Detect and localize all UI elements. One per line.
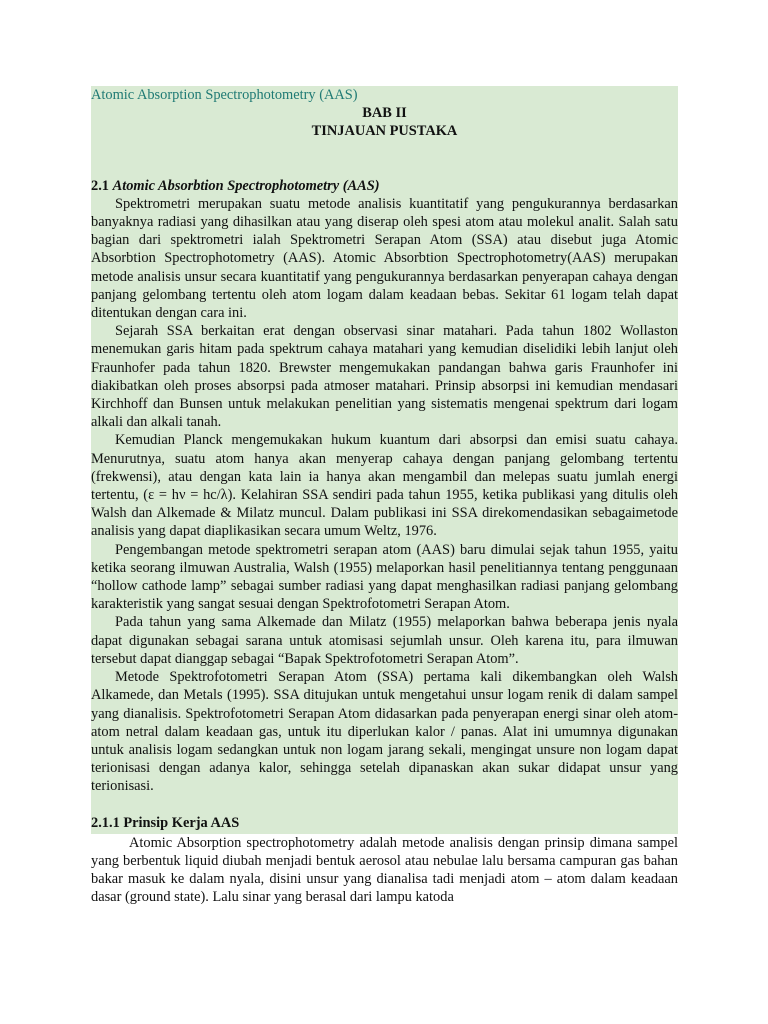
chapter-title: TINJAUAN PUSTAKA: [311, 123, 458, 140]
paragraph-spektrometri: Spektrometri merupakan suatu metode analisis kuantitatif yang pengukurannya berdasarkan banyaknya radiasi yang dihasilkan atau yang diserap oleh spesi atom atau molekul analit. Salah satu bagian dari spektrometri ialah Spektrometri Serapan Atom (SSA) atau disebut juga Atomic Absorbtion Spectrophotometry (AAS). Atomic Absorbtion Spectrophotometry(AAS) merupakan metode analisis unsur secara kuantitatif yang pengukurannya berdasarkan penyerapan cahaya dengan panjang gelombang tertentu oleh atom logam dalam keadaan bebas. Sekitar 61 logam telah dapat ditentukan dengan cara ini.: [91, 195, 678, 322]
paragraph-alkemade: Pada tahun yang sama Alkemade dan Milatz (1955) melaporkan bahwa beberapa jenis nyala dapat digunakan sebagai sarana untuk atomisasi sejumlah unsur. Oleh karena itu, para ilmuwan tersebut dapat dianggap sebagai “Bapak Spektrofotometri Serapan Atom”.: [91, 614, 678, 667]
document-top-title: Atomic Absorption Spectrophotometry (AAS): [91, 87, 358, 103]
section-2-1-heading: [91, 177, 678, 195]
document-page: [91, 86, 678, 907]
paragraph-prinsip-kerja: Atomic Absorption spectrophotometry adalah metode analisis dengan prinsip dimana sampel yang berbentuk liquid diubah menjadi bentuk aerosol atau nebulae lalu bersama campuran gas bahan bakar masuk ke dalam nyala, disini unsur yang dianalisa tadi menjadi atom – atom dalam keadaan dasar (ground state). Lalu sinar yang berasal dari lampu katoda: [91, 834, 678, 906]
section-number: 2.1: [91, 177, 109, 194]
paragraph-planck: Kemudian Planck mengemukakan hukum kuantum dari absorpsi dan emisi suatu cahaya. Menurutnya, suatu atom hanya akan menyerap cahaya dengan panjang gelombang tertentu (frekwensi), atau dengan kata lain ia hanya akan mengambil dan melepas suatu jumlah energi tertentu, (ε = hν = hc/λ). Kelahiran SSA sendiri pada tahun 1955, ketika publikasi yang ditulis oleh Walsh dan Alkemade & Milatz muncul. Dalam publikasi ini SSA direkomendasikan sebagaimetode analisis yang dapat diaplikasikan secara umum Weltz, 1976.: [91, 432, 678, 540]
paragraph-sejarah: Sejarah SSA berkaitan erat dengan observasi sinar matahari. Pada tahun 1802 Wollaston menemukan garis hitam pada spektrum cahaya matahari yang kemudian diselidiki lebih lanjut oleh Fraunhofer pada tahun 1820. Brewster mengemukakan pandangan bahwa garis Fraunhofer ini diakibatkan oleh proses absorpsi pada atmoser matahari. Prinsip absorpsi ini kemudian mendasari Kirchhoff dan Bunsen untuk melakukan penelitian yang sistematis mengenai spektrum dari logam alkali dan alkali tanah.: [91, 323, 678, 431]
section-title: Atomic Absorbtion Spectrophotometry (AAS): [112, 177, 380, 194]
paragraph-metode: Metode Spektrofotometri Serapan Atom (SSA) pertama kali dikembangkan oleh Walsh Alkamede, dan Metals (1995). SSA ditujukan untuk mengetahui unsur logam renik di dalam sampel yang dianalisis. Spektrofotometri Serapan Atom didasarkan pada penyerapan energi sinar oleh atom-atom netral dalam keadaan gas, untuk itu diperlukan kalor / panas. Alat ini umumnya digunakan untuk analisis logam sedangkan untuk non logam jarang sekali, mengingat unsure non logam dapat terionisasi dengan adanya kalor, sehingga setelah dipanaskan akan sukar didapat unsur yang terionisasi.: [91, 669, 678, 795]
section-2-1-1-heading: 2.1.1 Prinsip Kerja AAS: [91, 814, 240, 831]
spacer: [91, 141, 678, 159]
highlighted-region: [91, 86, 678, 834]
spacer: [91, 796, 678, 814]
chapter-number: BAB II: [362, 105, 407, 122]
spacer: [91, 159, 678, 177]
paragraph-pengembangan: Pengembangan metode spektrometri serapan atom (AAS) baru dimulai sejak tahun 1955, yaitu ketika seorang ilmuwan Australia, Walsh (1955) melaporkan hasil penelitiannya tentang penggunaan “hollow cathode lamp” sebagai sumber radiasi yang dapat menghasilkan radiasi panjang gelombang karakteristik yang sangat sesuai dengan Spektrofotometri Serapan Atom.: [91, 541, 678, 613]
